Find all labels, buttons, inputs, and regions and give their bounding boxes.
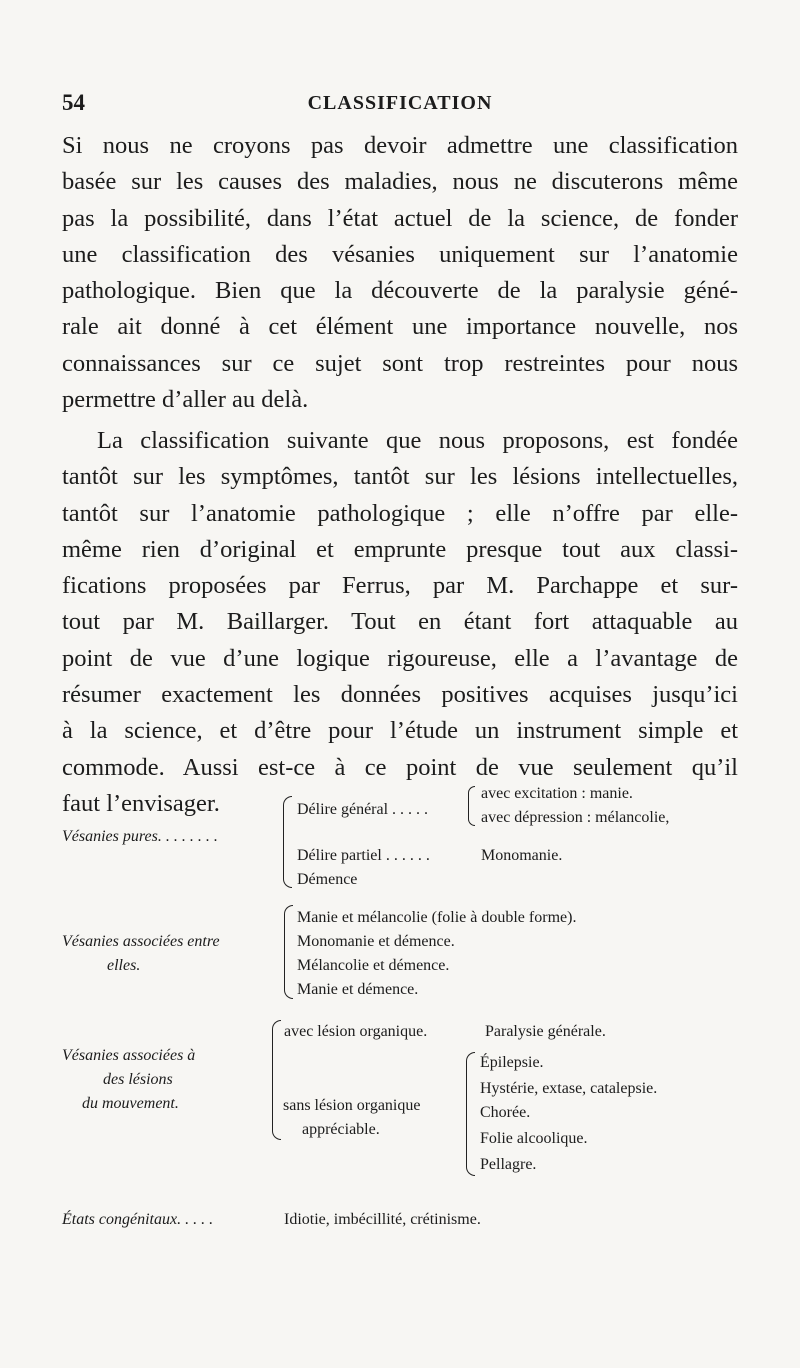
text-line: permettre d’aller au delà. [62,386,309,414]
etats-congenitaux-value: Idiotie, imbécillité, crétinisme. [284,1211,481,1228]
brace [283,796,292,888]
lesion-item: Pellagre. [480,1156,537,1173]
brace [466,1052,475,1176]
text-line: même rien d’original et emprunte presque tout aux classi- [62,535,738,563]
associee-item: Manie et mélancolie (folie à double forme). [297,909,577,926]
text-line: commode. Aussi est-ce à ce point de vue seulement qu’il [62,753,738,781]
text-line: point de vue d’une logique rigoureuse, elle a l’avantage de [62,644,738,672]
avec-excitation: avec excitation : manie. [481,785,633,802]
lesion-item: Folie alcoolique. [480,1130,588,1147]
vesanies-lesions-label: Vésanies associées à [62,1047,196,1064]
delire-partiel: Délire partiel . . . . . . [297,847,430,864]
page-header [62,90,738,120]
vesanies-pures-label: Vésanies pures. . . . . . . . [62,828,218,845]
page-number: 54 [62,90,85,115]
text-line: une classification des vésanies uniquement sur l’anatomie [62,240,738,268]
lesion-item: Épilepsie. [480,1054,544,1071]
paralysie-generale: Paralysie générale. [485,1023,606,1040]
associee-item: Mélancolie et démence. [297,957,450,974]
brace [284,905,293,999]
text-line: basée sur les causes des maladies, nous ne discuterons même [62,168,738,196]
sans-lesion-appreciable: appréciable. [302,1121,380,1138]
text-line: La classification suivante que nous proposons, est fondée [97,427,738,454]
vesanies-lesions-label-2: des lésions [103,1071,173,1088]
brace [272,1020,281,1140]
text-line: tantôt sur les symptômes, tantôt sur les lésions intellectuelles, [62,463,738,491]
avec-depression: avec dépression : mélancolie, [481,809,670,826]
text-line: faut l’envisager. [62,789,220,817]
associee-item: Monomanie et démence. [297,933,455,950]
text-line: Si nous ne croyons pas devoir admettre une classification [62,132,738,159]
demence: Démence [297,871,358,888]
paragraph-1 [62,128,738,418]
text-line: rale ait donné à cet élément une importance nouvelle, nos [62,313,738,341]
text-line: tout par M. Baillarger. Tout en étant fort attaquable au [62,608,738,636]
paragraph-2 [62,423,738,822]
text-line: pas la possibilité, dans l’état actuel de la science, de fonder [62,204,738,232]
text-line: à la science, et d’être pour l’étude un instrument simple et [62,717,738,745]
text-line: tantôt sur l’anatomie pathologique ; elle n’offre par elle- [62,499,738,527]
sans-lesion-organique: sans lésion organique [283,1097,421,1114]
vesanies-associees-label: Vésanies associées entre [62,933,220,950]
text-line: pathologique. Bien que la découverte de la paralysie géné- [62,277,738,305]
associee-item: Manie et démence. [297,981,419,998]
vesanies-associees-label-2: elles. [107,957,141,974]
text-line: fications proposées par Ferrus, par M. Parchappe et sur- [62,572,738,600]
monomanie: Monomanie. [481,847,563,864]
delire-general: Délire général . . . . . [297,801,429,818]
text-line: connaissances sur ce sujet sont trop restreintes pour nous [62,349,738,377]
avec-lesion-organique: avec lésion organique. [284,1023,428,1040]
running-head: CLASSIFICATION [307,92,493,114]
text-line: résumer exactement les données positives acquises jusqu’ici [62,681,738,709]
brace [468,786,475,826]
lesion-item: Chorée. [480,1104,531,1121]
vesanies-lesions-label-3: du mouvement. [82,1095,179,1112]
lesion-item: Hystérie, extase, catalepsie. [480,1080,658,1097]
etats-congenitaux-label: États congénitaux. . . . . [62,1211,214,1228]
